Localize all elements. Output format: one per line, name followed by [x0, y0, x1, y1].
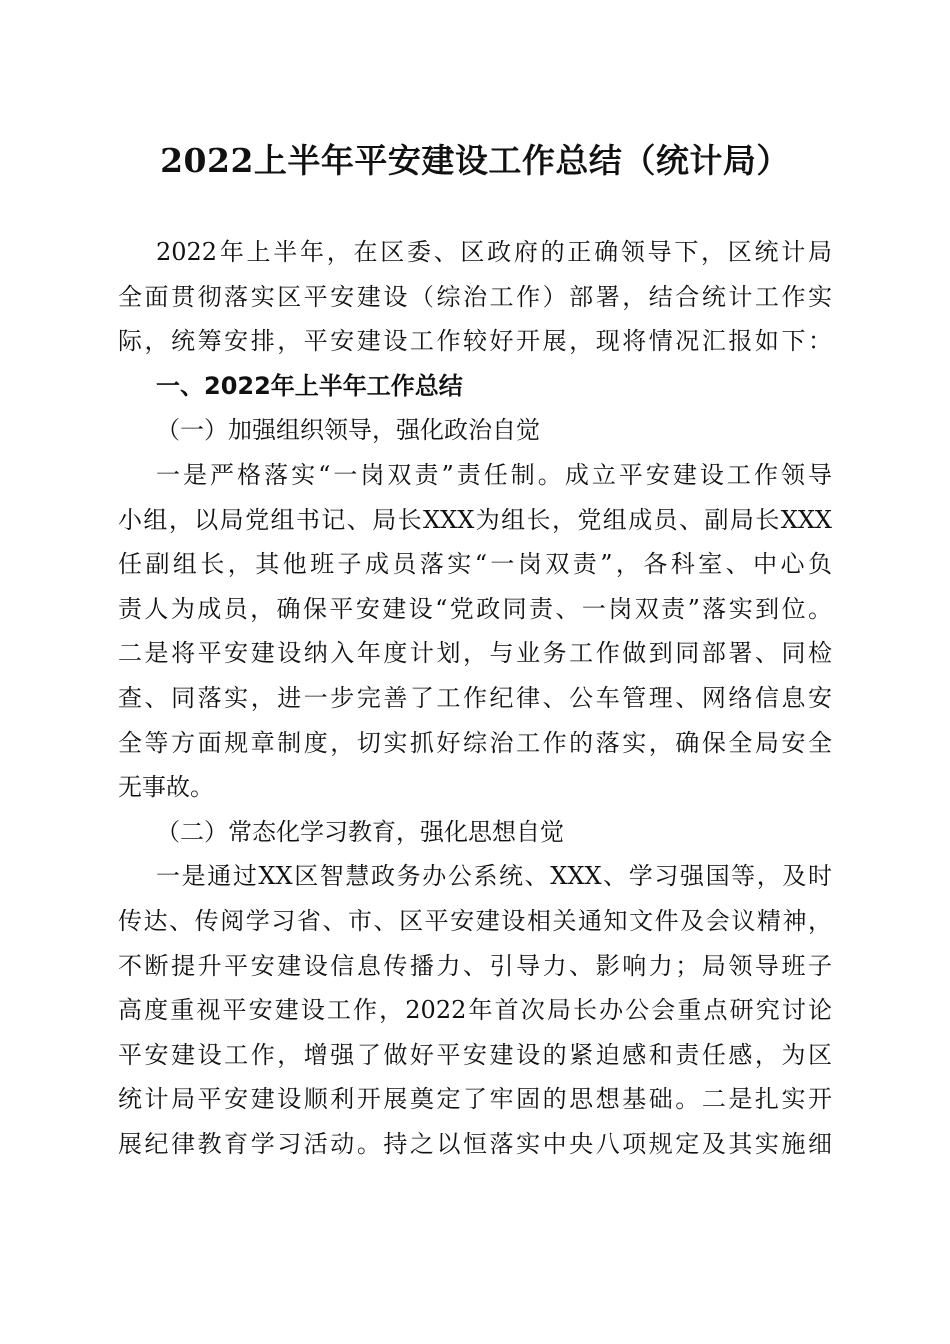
paragraph-line: 际，统筹安排，平安建设工作较好开展，现将情况汇报如下： [118, 327, 832, 356]
paragraph-line: 无事故。 [118, 773, 214, 802]
document-title: 2022上半年平安建设工作总结（统计局） [160, 141, 790, 180]
paragraph-line: 展纪律教育学习活动。持之以恒落实中央八项规定及其实施细 [118, 1129, 832, 1158]
paragraph-line: 统计局平安建设顺利开展奠定了牢固的思想基础。二是扎实开 [118, 1085, 832, 1114]
subsection-heading: （一）加强组织领导，强化政治自觉 [156, 416, 540, 445]
document-body [118, 230, 832, 1166]
paragraph-line: 不断提升平安建设信息传播力、引导力、影响力；局领导班子 [118, 951, 832, 980]
paragraph-line: 责人为成员，确保平安建设“党政同责、一岗双责”落实到位。 [118, 594, 832, 623]
paragraph-line: 一是通过XX区智慧政务办公系统、XXX、学习强国等，及时 [156, 862, 832, 891]
paragraph-line: 小组，以局党组书记、局长XXX为组长，党组成员、副局长XXX [118, 505, 832, 534]
paragraph-line: 高度重视平安建设工作，2022年首次局长办公会重点研究讨论 [118, 996, 832, 1025]
paragraph-line: 全等方面规章制度，切实抓好综治工作的落实，确保全局安全 [118, 728, 832, 757]
paragraph-line: 传达、传阅学习省、市、区平安建设相关通知文件及会议精神， [118, 906, 832, 935]
paragraph-line: 平安建设工作，增强了做好平安建设的紧迫感和责任感，为区 [118, 1040, 832, 1069]
paragraph-line: 全面贯彻落实区平安建设（综治工作）部署，结合统计工作实 [118, 282, 832, 311]
paragraph-line: 查、同落实，进一步完善了工作纪律、公车管理、网络信息安 [118, 683, 832, 712]
paragraph-line: 任副组长，其他班子成员落实“一岗双责”，各科室、中心负 [118, 550, 832, 579]
paragraph-line: 二是将平安建设纳入年度计划，与业务工作做到同部署、同检 [118, 639, 832, 668]
section-heading: 一、2022年上半年工作总结 [156, 371, 463, 400]
paragraph-line: 一是严格落实“一岗双责”责任制。成立平安建设工作领导 [156, 460, 832, 489]
paragraph-line: 2022年上半年，在区委、区政府的正确领导下，区统计局 [156, 238, 832, 266]
subsection-heading: （二）常态化学习教育，强化思想自觉 [156, 817, 564, 846]
